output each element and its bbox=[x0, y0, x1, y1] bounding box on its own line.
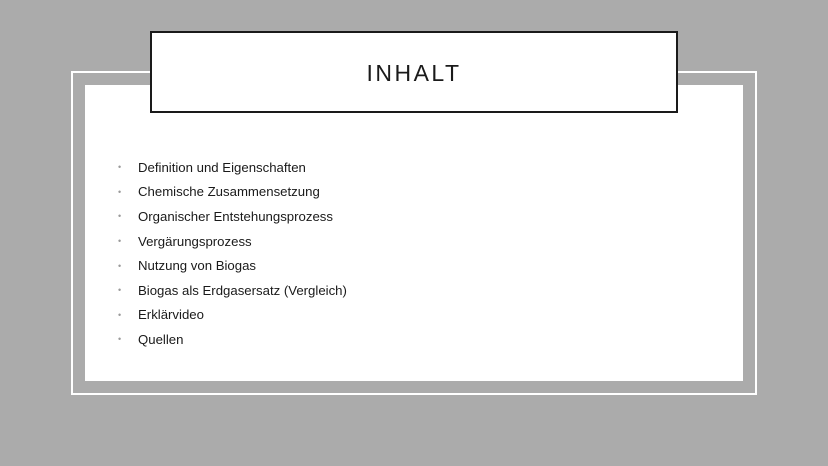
bullet-icon: • bbox=[118, 162, 122, 173]
agenda-item-label: Vergärungsprozess bbox=[138, 233, 252, 249]
agenda-item-label: Erklärvideo bbox=[138, 307, 204, 323]
slide-title-box bbox=[150, 31, 678, 113]
agenda-item-label: Quellen bbox=[138, 331, 184, 347]
bullet-icon: • bbox=[118, 211, 122, 222]
bullet-icon: • bbox=[118, 285, 122, 296]
agenda-item bbox=[118, 155, 347, 180]
bullet-icon: • bbox=[118, 260, 122, 271]
agenda-item bbox=[118, 180, 347, 205]
agenda-item bbox=[118, 253, 347, 278]
bullet-icon: • bbox=[118, 309, 122, 320]
agenda-item bbox=[118, 278, 347, 303]
bullet-icon: • bbox=[118, 334, 122, 345]
agenda-list bbox=[118, 155, 347, 352]
agenda-item-label: Nutzung von Biogas bbox=[138, 258, 257, 274]
agenda-item bbox=[118, 229, 347, 254]
agenda-item-label: Chemische Zusammensetzung bbox=[138, 184, 320, 200]
bullet-icon: • bbox=[118, 236, 122, 247]
agenda-item-label: Biogas als Erdgasersatz (Vergleich) bbox=[138, 282, 347, 298]
agenda-item bbox=[118, 204, 347, 229]
agenda-item-label: Definition und Eigenschaften bbox=[138, 159, 306, 175]
agenda-item bbox=[118, 327, 347, 352]
slide-title: INHALT bbox=[366, 59, 462, 86]
agenda-item bbox=[118, 303, 347, 328]
agenda-item-label: Organischer Entstehungsprozess bbox=[138, 208, 333, 224]
bullet-icon: • bbox=[118, 186, 122, 197]
